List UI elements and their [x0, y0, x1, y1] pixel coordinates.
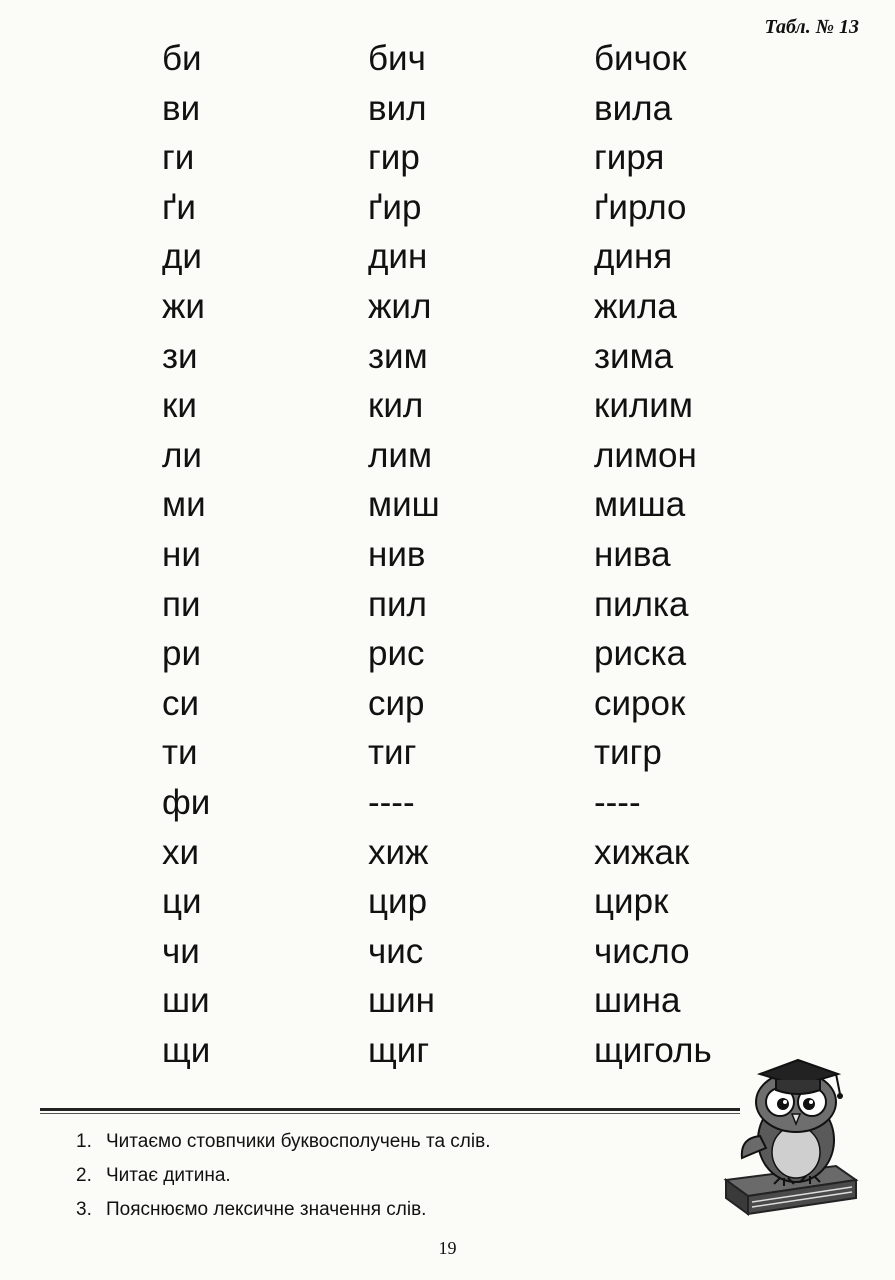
- syllable-cell: щи: [162, 1030, 211, 1070]
- word-cell: хижак: [594, 832, 690, 872]
- word-cell: гиря: [594, 138, 665, 178]
- syllable-cell: ли: [162, 435, 202, 475]
- partial-word-cell: дин: [368, 237, 428, 277]
- instruction-text: Пояснюємо лексичне значення слів.: [106, 1199, 427, 1220]
- page-number: 19: [438, 1238, 457, 1258]
- partial-word-cell: миш: [368, 485, 440, 525]
- instruction-number: 3.: [76, 1199, 92, 1220]
- partial-word-cell: нив: [368, 534, 426, 574]
- table-row: [0, 137, 895, 187]
- word-cell: лимон: [594, 435, 697, 475]
- partial-word-cell: сир: [368, 683, 425, 723]
- partial-word-cell: кил: [368, 386, 424, 426]
- partial-word-cell: чис: [368, 931, 424, 971]
- word-cell: пилка: [594, 584, 689, 624]
- syllable-cell: ґи: [162, 187, 196, 227]
- word-cell: бичок: [594, 39, 687, 78]
- syllable-cell: зи: [162, 336, 198, 376]
- table-row: [0, 88, 895, 138]
- syllable-cell: жи: [162, 286, 205, 326]
- table-label: Табл. № 13: [764, 16, 859, 38]
- word-cell: ґирло: [594, 187, 687, 227]
- section-divider: [40, 1108, 740, 1111]
- partial-word-cell: гир: [368, 138, 420, 178]
- word-cell: тигр: [594, 733, 662, 773]
- instruction-text: Читає дитина.: [106, 1165, 231, 1186]
- syllable-cell: ки: [162, 386, 197, 426]
- word-cell: вила: [594, 88, 673, 128]
- syllable-cell: ци: [162, 882, 202, 922]
- syllable-cell: пи: [162, 584, 201, 624]
- word-cell: шина: [594, 981, 681, 1021]
- table-row: [0, 336, 895, 386]
- partial-word-cell: зим: [368, 336, 428, 376]
- syllable-cell: ги: [162, 138, 195, 178]
- word-cell: жила: [594, 286, 677, 326]
- word-cell: нива: [594, 534, 671, 574]
- instruction-item: [76, 1125, 716, 1159]
- partial-word-cell: жил: [368, 286, 432, 326]
- word-cell: щиголь: [594, 1030, 712, 1070]
- table-row: [0, 584, 895, 634]
- syllable-cell: чи: [162, 931, 200, 971]
- table-row: [0, 435, 895, 485]
- partial-word-cell: вил: [368, 88, 427, 128]
- partial-word-cell: тиг: [368, 733, 417, 773]
- syllable-cell: ми: [162, 485, 206, 525]
- table-row: [0, 187, 895, 237]
- instruction-number: 1.: [76, 1131, 92, 1152]
- word-table: [0, 38, 895, 1079]
- word-cell: риска: [594, 634, 687, 674]
- partial-word-cell: бич: [368, 39, 426, 78]
- word-cell: диня: [594, 237, 673, 277]
- table-row: [0, 385, 895, 435]
- table-row: [0, 931, 895, 981]
- instructions-list: [76, 1125, 716, 1227]
- word-cell: сирок: [594, 683, 686, 723]
- table-row: [0, 534, 895, 584]
- syllable-cell: си: [162, 683, 200, 723]
- instruction-text: Читаємо стовпчики буквосполучень та слів.: [106, 1131, 491, 1152]
- syllable-cell: би: [162, 39, 202, 78]
- instruction-item: [76, 1193, 716, 1227]
- word-cell: цирк: [594, 882, 669, 922]
- partial-word-cell: цир: [368, 882, 428, 922]
- table-row: [0, 38, 895, 88]
- partial-word-cell: рис: [368, 634, 425, 674]
- syllable-cell: фи: [162, 782, 211, 822]
- syllable-cell: ви: [162, 88, 201, 128]
- partial-word-cell: пил: [368, 584, 427, 624]
- table-row: [0, 832, 895, 882]
- table-row: [0, 732, 895, 782]
- table-row: [0, 683, 895, 733]
- table-row: [0, 633, 895, 683]
- table-row: [0, 881, 895, 931]
- section-divider-underline: [40, 1113, 740, 1114]
- owl-graduate-on-book-icon: [716, 1040, 866, 1230]
- instruction-item: [76, 1159, 716, 1193]
- partial-word-cell: лим: [368, 435, 433, 475]
- word-cell: миша: [594, 485, 686, 525]
- word-cell: ----: [594, 782, 641, 822]
- syllable-cell: ри: [162, 634, 202, 674]
- syllable-cell: ни: [162, 534, 201, 574]
- word-cell: зима: [594, 336, 674, 376]
- partial-word-cell: шин: [368, 981, 435, 1021]
- table-row: [0, 484, 895, 534]
- syllable-cell: ши: [162, 981, 210, 1021]
- table-row: [0, 286, 895, 336]
- table-row: [0, 980, 895, 1030]
- partial-word-cell: щиг: [368, 1030, 430, 1070]
- table-row: [0, 782, 895, 832]
- partial-word-cell: хиж: [368, 832, 429, 872]
- syllable-cell: хи: [162, 832, 200, 872]
- table-row: [0, 236, 895, 286]
- partial-word-cell: ----: [368, 782, 415, 822]
- word-cell: число: [594, 931, 690, 971]
- partial-word-cell: ґир: [368, 187, 422, 227]
- syllable-cell: ди: [162, 237, 202, 277]
- syllable-cell: ти: [162, 733, 198, 773]
- instruction-number: 2.: [76, 1165, 92, 1186]
- word-cell: килим: [594, 386, 693, 426]
